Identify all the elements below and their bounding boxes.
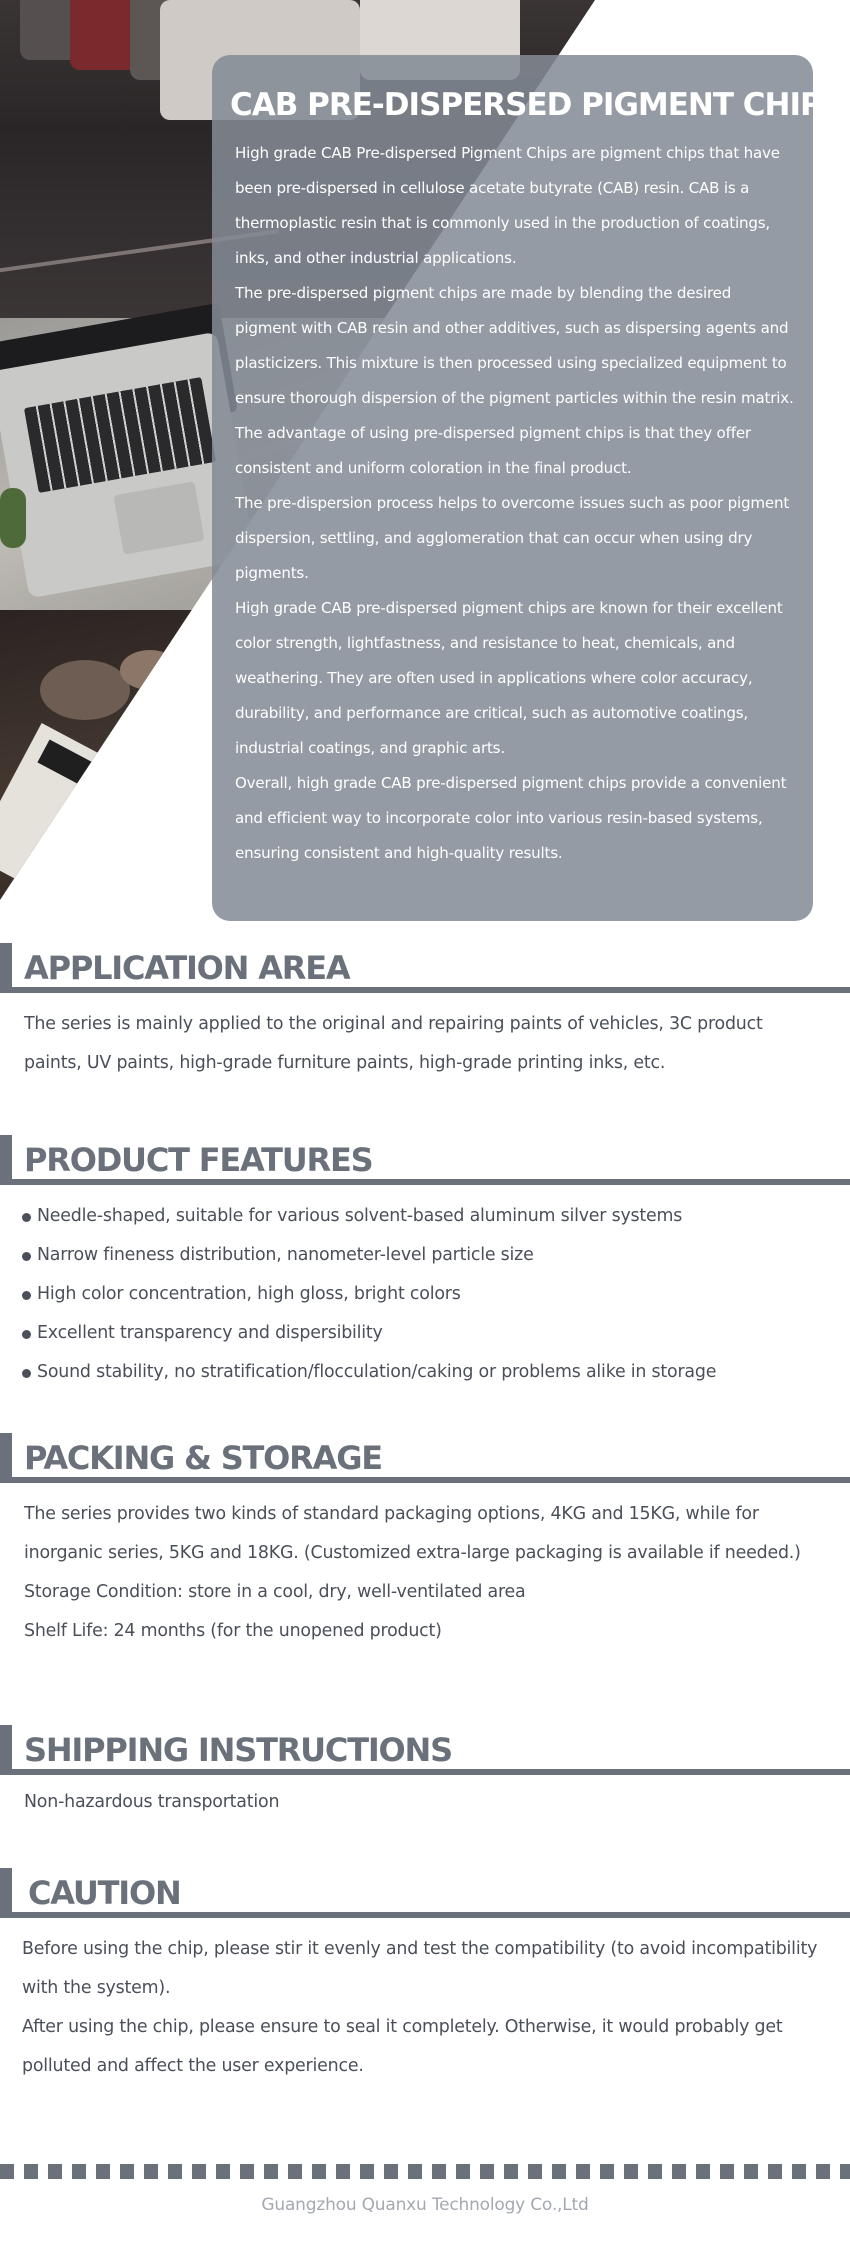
section-rule	[12, 1477, 850, 1483]
shipping-instructions-section	[0, 1725, 850, 1822]
section-accent-bar	[0, 943, 12, 993]
section-header	[0, 1725, 850, 1775]
list-item: Narrow fineness distribution, nanometer-level particle size	[22, 1236, 822, 1275]
section-accent-bar	[0, 1725, 12, 1775]
shelf-life-text: Shelf Life: 24 months (for the unopened product)	[24, 1621, 442, 1641]
section-accent-bar	[0, 1135, 12, 1185]
caution-section	[0, 1868, 850, 2086]
packing-storage-section	[0, 1433, 850, 1651]
application-area-section	[0, 943, 850, 1083]
section-title: SHIPPING INSTRUCTIONS	[24, 1731, 452, 1769]
section-title: CAUTION	[28, 1874, 181, 1912]
storage-condition-text: Storage Condition: store in a cool, dry, well-ventilated area	[24, 1582, 526, 1602]
section-rule	[12, 1912, 850, 1918]
section-accent-bar	[0, 1868, 12, 1918]
packing-options-text: The series provides two kinds of standard packaging options, 4KG and 15KG, while for inorganic series, 5KG and 18KG. (Customized extra-large packaging is available if needed.)	[24, 1504, 801, 1563]
section-header	[0, 1868, 850, 1918]
hero-paragraph: The pre-dispersed pigment chips are made by blending the desired pigment with CAB resin and other additives, such as dispersing agents and plasticizers. This mixture is then processed using specialized equipment to ensure thorough dispersion of the pigment particles within the resin matrix.	[235, 284, 794, 407]
footer-company-name: Guangzhou Quanxu Technology Co.,Ltd	[261, 2195, 589, 2215]
list-item: High color concentration, high gloss, bright colors	[22, 1275, 822, 1314]
caution-body	[0, 1930, 850, 2086]
caution-text: After using the chip, please ensure to seal it completely. Otherwise, it would probably get polluted and affect the user experience.	[22, 2017, 783, 2076]
section-title: APPLICATION AREA	[24, 949, 350, 987]
section-title: PRODUCT FEATURES	[24, 1141, 373, 1179]
list-item: Sound stability, no stratification/flocculation/caking or problems alike in storage	[22, 1353, 822, 1392]
section-header	[0, 1135, 850, 1185]
hero-paragraph: High grade CAB pre-dispersed pigment chips are known for their excellent color strength, lightfastness, and resistance to heat, chemicals, and weathering. They are often used in applications where color accuracy, durability, and performance are critical, such as automotive coatings, industrial coatings, and graphic arts.	[235, 599, 783, 757]
hero-paragraph: High grade CAB Pre-dispersed Pigment Chips are pigment chips that have been pre-dispersed in cellulose acetate butyrate (CAB) resin. CAB is a thermoplastic resin that is commonly used in the production of coatings, inks, and other industrial applications.	[235, 144, 780, 267]
section-header	[0, 943, 850, 993]
section-header	[0, 1433, 850, 1483]
feature-list	[22, 1197, 822, 1392]
packing-body	[0, 1495, 850, 1651]
features-body	[0, 1197, 850, 1392]
section-title: PACKING & STORAGE	[24, 1439, 382, 1477]
application-text: The series is mainly applied to the original and repairing paints of vehicles, 3C product paints, UV paints, high-grade furniture paints, high-grade printing inks, etc.	[24, 1014, 763, 1073]
page-title: CAB PRE-DISPERSED PIGMENT CHIPS	[230, 87, 844, 123]
shipping-text: Non-hazardous transportation	[24, 1792, 280, 1812]
list-item: Needle-shaped, suitable for various solvent-based aluminum silver systems	[22, 1197, 822, 1236]
caution-text: Before using the chip, please stir it evenly and test the compatibility (to avoid incompatibility with the system).	[22, 1939, 818, 1998]
hero-paragraph: The advantage of using pre-dispersed pigment chips is that they offer consistent and uniform coloration in the final product.	[235, 424, 751, 477]
hero-section	[0, 0, 850, 920]
hero-paragraph: The pre-dispersion process helps to overcome issues such as poor pigment dispersion, settling, and agglomeration that can occur when using dry pigments.	[235, 494, 790, 582]
hero-description	[235, 136, 795, 871]
product-features-section	[0, 1135, 850, 1392]
hero-paragraph: Overall, high grade CAB pre-dispersed pigment chips provide a convenient and efficient way to incorporate color into various resin-based systems, ensuring consistent and high-quality results.	[235, 774, 787, 862]
section-rule	[12, 1769, 850, 1775]
list-item: Excellent transparency and dispersibility	[22, 1314, 822, 1353]
dashed-divider	[0, 2164, 850, 2179]
section-accent-bar	[0, 1433, 12, 1483]
plant-leaves	[0, 488, 26, 548]
section-rule	[12, 1179, 850, 1185]
section-rule	[12, 987, 850, 993]
